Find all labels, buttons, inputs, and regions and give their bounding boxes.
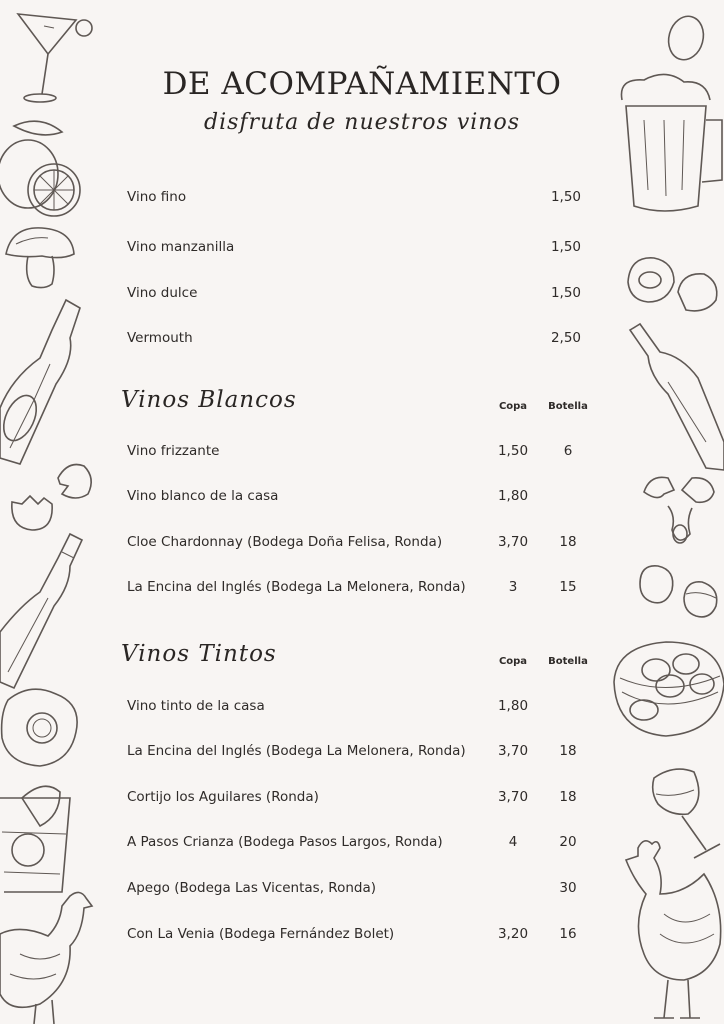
menu-item	[127, 926, 587, 948]
item-price-botella: 15	[559, 579, 577, 595]
item-price-botella: 20	[559, 834, 577, 850]
item-price-botella: 18	[559, 534, 577, 550]
menu-item	[127, 443, 587, 465]
item-price: 1,50	[550, 189, 581, 205]
menu-item	[127, 789, 587, 811]
item-price: 2,50	[550, 330, 581, 346]
item-price-botella: 16	[559, 926, 577, 942]
item-price-copa: 3,70	[497, 789, 529, 805]
item-price-copa: 3	[508, 579, 518, 595]
item-name: Vino tinto de la casa	[127, 698, 265, 714]
menu-item	[127, 534, 587, 556]
item-price-copa: 1,50	[497, 443, 529, 459]
fried-egg-icon	[0, 684, 84, 770]
item-name: Cloe Chardonnay (Bodega Doña Felisa, Ronda)	[127, 534, 443, 550]
column-header-botella: Botella	[548, 401, 588, 412]
item-name: Vino fino	[127, 189, 187, 205]
menu-item	[127, 488, 587, 510]
menu-item	[127, 330, 587, 352]
menu-item	[127, 285, 587, 307]
item-name: Cortijo los Aguilares (Ronda)	[127, 789, 319, 805]
menu-item	[127, 239, 587, 261]
rooster-icon	[624, 834, 724, 1024]
hazelnut-icon	[636, 562, 720, 622]
page-title: DE ACOMPAÑAMIENTO	[162, 66, 562, 102]
menu-item	[127, 698, 587, 720]
wine-bottle-icon	[0, 532, 90, 692]
hen-icon	[0, 884, 100, 1024]
egg-nest-icon	[610, 632, 724, 744]
menu-item	[127, 834, 587, 856]
eggshell-icon	[8, 458, 98, 534]
item-name: La Encina del Inglés (Bodega La Melonera, Ronda)	[127, 579, 466, 595]
egg-icon	[664, 12, 710, 64]
column-header-copa: Copa	[498, 401, 528, 412]
item-name: Vino blanco de la casa	[127, 488, 279, 504]
menu-item	[127, 880, 587, 902]
item-name: Vino frizzante	[127, 443, 220, 459]
item-price-botella: 6	[563, 443, 573, 459]
item-name: Apego (Bodega Las Vicentas, Ronda)	[127, 880, 376, 896]
menu-item	[127, 189, 587, 211]
section-heading-red-wines: Vinos Tintos	[121, 641, 277, 667]
cracked-egg-icon	[640, 472, 720, 552]
item-name: Vino manzanilla	[127, 239, 235, 255]
beer-bottle-icon	[0, 298, 90, 468]
column-header-botella: Botella	[548, 656, 588, 667]
item-name: A Pasos Crianza (Bodega Pasos Largos, Ronda)	[127, 834, 443, 850]
item-name: La Encina del Inglés (Bodega La Melonera, Ronda)	[127, 743, 466, 759]
section-heading-white-wines: Vinos Blancos	[121, 387, 297, 413]
item-price-copa: 1,80	[497, 488, 529, 504]
item-name: Vino dulce	[127, 285, 198, 301]
item-name: Con La Venia (Bodega Fernández Bolet)	[127, 926, 395, 942]
column-header-copa: Copa	[498, 656, 528, 667]
mushroom-icon	[2, 224, 82, 294]
item-name: Vermouth	[127, 330, 193, 346]
wine-bottle-icon	[628, 322, 724, 472]
item-price-copa: 3,70	[497, 534, 529, 550]
item-price-copa: 1,80	[497, 698, 529, 714]
item-price: 1,50	[550, 239, 581, 255]
menu-item	[127, 579, 587, 601]
menu-item	[127, 743, 587, 765]
item-price-copa: 3,70	[497, 743, 529, 759]
item-price-copa: 4	[508, 834, 518, 850]
quail-egg-icon	[624, 252, 724, 318]
item-price: 1,50	[550, 285, 581, 301]
item-price-botella: 18	[559, 789, 577, 805]
item-price-copa: 3,20	[497, 926, 529, 942]
cocktail-tumbler-icon	[0, 776, 90, 900]
item-price-botella: 30	[559, 880, 577, 896]
page-subtitle: disfruta de nuestros vinos	[204, 110, 520, 135]
item-price-botella: 18	[559, 743, 577, 759]
